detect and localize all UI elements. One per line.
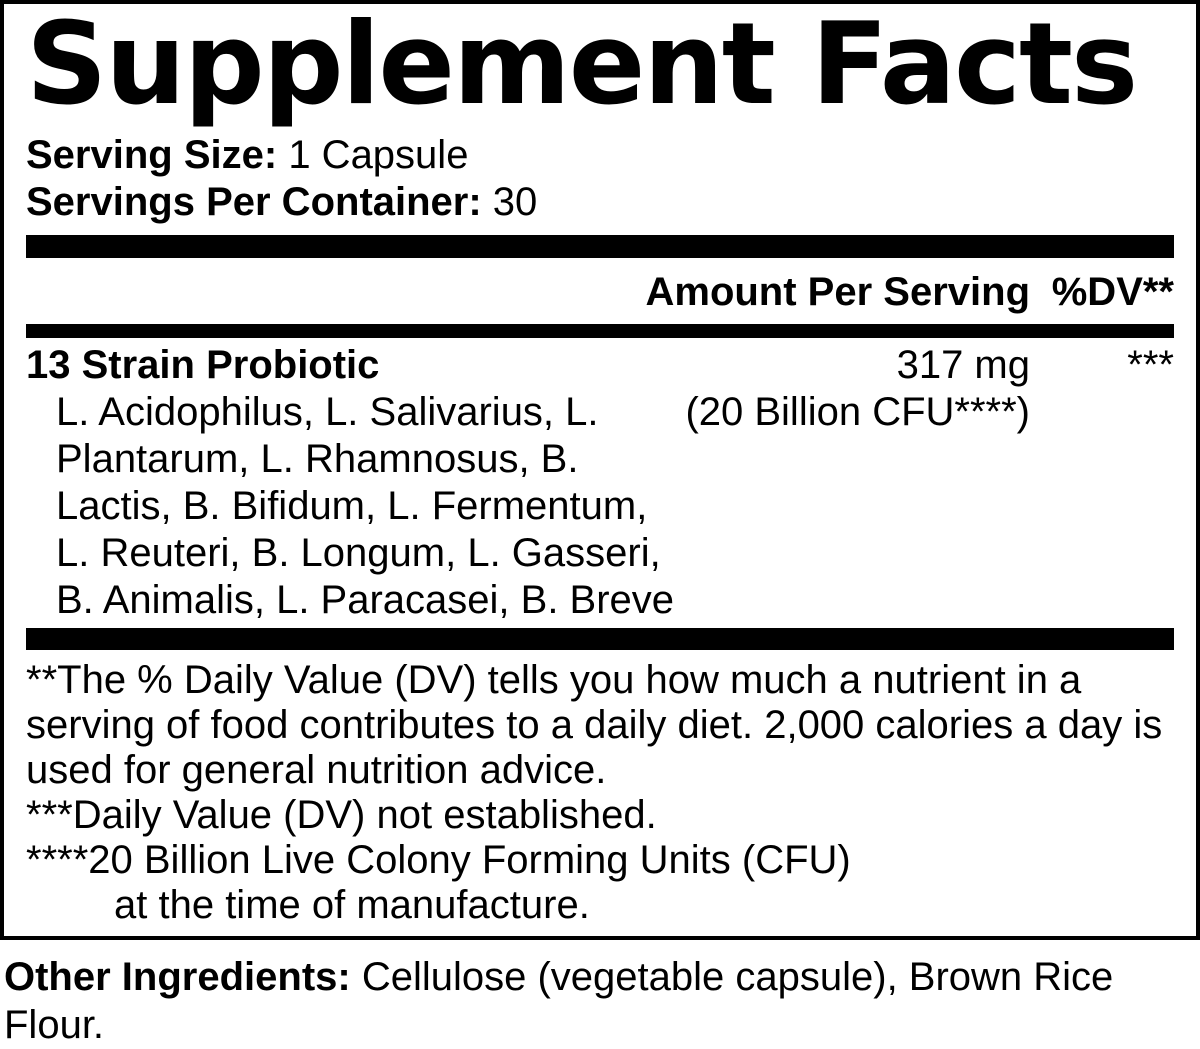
nutrient-name-column bbox=[26, 342, 674, 624]
divider-bar-thick-bottom bbox=[26, 628, 1174, 650]
nutrient-name: 13 Strain Probiotic bbox=[26, 343, 380, 387]
amount-per-serving-header: Amount Per Serving bbox=[645, 270, 1030, 314]
strain-list-line: L. Reuteri, B. Longum, L. Gasseri, bbox=[56, 531, 661, 575]
panel-title: Supplement Facts bbox=[26, 0, 1137, 130]
strain-list-line: B. Animalis, L. Paracasei, B. Breve bbox=[56, 578, 675, 622]
serving-size-label: Serving Size: bbox=[26, 133, 278, 177]
divider-bar-thick-top bbox=[26, 235, 1174, 258]
footnotes-block bbox=[26, 658, 1174, 928]
nutrient-row-probiotic bbox=[26, 342, 1174, 624]
footnote-cfu-line: ****20 Billion Live Colony Forming Units (CFU) bbox=[26, 838, 851, 882]
serving-size-line bbox=[26, 132, 1174, 179]
servings-per-container-line bbox=[26, 179, 1174, 226]
other-ingredients-section bbox=[0, 953, 1200, 1049]
footnote-dv-explanation-line: **The % Daily Value (DV) tells you how much a nutrient in a bbox=[26, 658, 1082, 702]
divider-bar-medium bbox=[26, 324, 1174, 338]
other-ingredients-value: Cellulose (vegetable capsule), Brown Rice bbox=[350, 955, 1114, 999]
other-ingredients-label: Other Ingredients: bbox=[4, 955, 351, 999]
servings-per-container-value: 30 bbox=[481, 180, 538, 224]
nutrient-amount-cfu: (20 Billion CFU****) bbox=[685, 390, 1030, 434]
strain-list-line: Lactis, B. Bifidum, L. Fermentum, bbox=[56, 484, 648, 528]
servings-per-container-label: Servings Per Container: bbox=[26, 180, 482, 224]
footnote-dv-explanation-line: used for general nutrition advice. bbox=[26, 748, 607, 792]
percent-dv-header: %DV** bbox=[1051, 270, 1174, 314]
nutrient-amount-column bbox=[674, 342, 1030, 436]
other-ingredients-wrap-line: Flour. bbox=[4, 1003, 105, 1047]
nutrient-dv-value: *** bbox=[1127, 343, 1174, 387]
other-ingredients-line bbox=[4, 953, 1196, 1001]
footnote-dv-not-established: ***Daily Value (DV) not established. bbox=[26, 793, 657, 837]
serving-size-value: 1 Capsule bbox=[277, 133, 469, 177]
strain-list-line: Plantarum, L. Rhamnosus, B. bbox=[56, 437, 579, 481]
nutrient-amount: 317 mg bbox=[896, 343, 1030, 387]
strain-list-line: L. Acidophilus, L. Salivarius, L. bbox=[56, 390, 599, 434]
footnote-dv-explanation-line: serving of food contributes to a daily diet. 2,000 calories a day is bbox=[26, 703, 1163, 747]
footnote-cfu-continuation: at the time of manufacture. bbox=[114, 883, 590, 927]
column-header-row bbox=[26, 258, 1174, 324]
